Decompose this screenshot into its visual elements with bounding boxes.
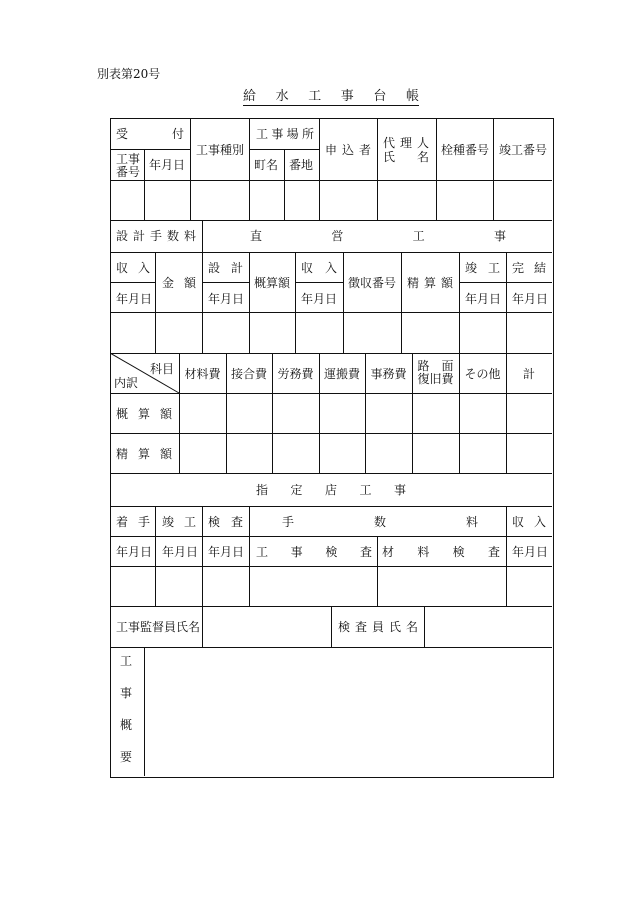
kingaku-label — [162, 276, 196, 290]
choshu-bango-label: 徴収番号 — [348, 276, 397, 290]
entry-cell[interactable] — [437, 181, 493, 220]
label-char: 査 — [487, 545, 500, 559]
koji-bango-label: 工事 番号 — [116, 152, 141, 179]
label-char: 設 — [116, 229, 129, 243]
label-char: 名 — [405, 620, 418, 634]
label-char: 概 — [116, 407, 129, 421]
label-char: 材 — [382, 545, 395, 559]
label-char: 検 — [338, 620, 351, 634]
shimei-label — [383, 150, 429, 164]
label-char: 氏 — [383, 150, 396, 164]
title-char: 台 — [373, 89, 387, 104]
cost-column-header: 事務費 — [370, 367, 407, 381]
title-char: 水 — [275, 89, 289, 104]
koji-shubetsu-label: 工事種別 — [196, 143, 245, 157]
nengappi-label: 年月日 — [208, 545, 245, 559]
seisan-gaku-row-label — [116, 447, 172, 461]
label-char: 計 — [230, 261, 243, 275]
label-char: 店 — [324, 483, 337, 497]
rule — [110, 282, 155, 283]
label-char: 額 — [159, 407, 172, 421]
seisan-gaku-label — [407, 276, 453, 290]
label-char: 査 — [354, 620, 367, 634]
kensa-label — [208, 515, 243, 529]
label-char: 額 — [440, 276, 453, 290]
shunyu-label — [116, 261, 150, 275]
koji-basho-label — [256, 127, 314, 141]
label-char: 収 — [301, 261, 314, 275]
label-char: 工 — [256, 127, 269, 141]
entry-cell[interactable] — [250, 567, 377, 606]
label-char: 算 — [137, 407, 150, 421]
label-char: 受 — [116, 127, 129, 141]
entry-cell[interactable] — [494, 181, 552, 220]
title-char: 帳 — [405, 89, 419, 104]
label-char: 場 — [286, 127, 299, 141]
chomei-label: 町名 — [254, 158, 279, 172]
label-char: 名 — [416, 150, 429, 164]
label-char: 直 — [250, 229, 263, 243]
label-char: 料 — [417, 545, 430, 559]
kantokuin-label: 工事監督員氏名 — [116, 620, 201, 634]
nengappi-label: 年月日 — [512, 545, 549, 559]
rule — [110, 473, 552, 474]
shitei-ten-koji-label — [256, 483, 406, 497]
label-char: 額 — [159, 447, 172, 461]
label-char: 工 — [256, 545, 269, 559]
rule — [110, 433, 552, 434]
label-char: 工 — [412, 229, 425, 243]
label-char: 事 — [271, 127, 284, 141]
label-char: 入 — [324, 261, 337, 275]
label-char: 者 — [358, 143, 371, 157]
koji-gaiyo-entry[interactable] — [145, 648, 552, 776]
sekkei-tesuryo-label — [116, 229, 196, 243]
rule — [295, 282, 343, 283]
label-char: 検 — [208, 515, 221, 529]
label-char: 所 — [301, 127, 314, 141]
form-number: 別表第20号 — [97, 67, 161, 81]
entry-cell[interactable] — [285, 181, 319, 220]
rule — [110, 536, 552, 537]
label-char: 代 — [383, 136, 396, 150]
cost-column-header: 接合費 — [230, 367, 267, 381]
title-char: 工 — [308, 89, 322, 104]
shunko-bango-label: 竣工番号 — [499, 143, 548, 157]
dairinin-label — [383, 136, 429, 150]
label-char: 員 — [371, 620, 384, 634]
label-char: 要 — [119, 750, 132, 764]
label-char: 結 — [533, 261, 546, 275]
nengappi-label: 年月日 — [465, 292, 502, 306]
label-char: 工 — [487, 261, 500, 275]
shunko-label — [465, 261, 500, 275]
label-char: 込 — [341, 143, 354, 157]
gaisan-gaku-row-label — [116, 407, 172, 421]
entry-cell[interactable] — [156, 313, 202, 353]
entry-cell[interactable] — [378, 567, 506, 606]
label-char: 人 — [416, 136, 429, 150]
entry-cell[interactable] — [203, 567, 249, 606]
chakushu-label — [116, 515, 150, 529]
uketsuke-label — [116, 127, 184, 141]
cost-column-header: その他 — [464, 367, 501, 381]
label-char: 収 — [116, 261, 129, 275]
label-char: 概 — [119, 718, 132, 732]
rule — [202, 282, 249, 283]
entry-cell[interactable] — [296, 313, 343, 353]
cost-column-header: 運搬費 — [323, 367, 360, 381]
entry-cell[interactable] — [507, 567, 552, 606]
label-char: 事 — [393, 483, 406, 497]
label-char: 営 — [331, 229, 344, 243]
label-char: 数 — [166, 229, 179, 243]
form-title — [243, 89, 419, 106]
label-char: 入 — [137, 261, 150, 275]
entry-cell[interactable] — [344, 313, 401, 353]
chokuei-koji-label — [250, 229, 506, 243]
tesuryo-label — [282, 515, 478, 529]
entry-cell[interactable] — [320, 181, 377, 220]
nengappi-label: 年月日 — [162, 545, 199, 559]
shunyu-label — [512, 515, 546, 529]
cost-column-header: 路 面 復旧費 — [417, 359, 454, 386]
cost-column-header: 材料費 — [184, 367, 221, 381]
label-char: 竣 — [162, 515, 175, 529]
nengappi-label: 年月日 — [208, 292, 245, 306]
koji-gaiyo-label — [119, 654, 133, 782]
uchiwake-label: 内訳 — [114, 376, 139, 390]
entry-cell[interactable] — [402, 313, 459, 353]
label-char: 検 — [325, 545, 338, 559]
entry-cell[interactable] — [378, 181, 436, 220]
title-char: 事 — [340, 89, 354, 104]
label-char: 設 — [208, 261, 221, 275]
entry-cell[interactable] — [460, 313, 506, 353]
label-char: 額 — [183, 276, 196, 290]
rule — [110, 252, 552, 253]
entry-cell[interactable] — [156, 567, 202, 606]
koji-kensa-label — [256, 545, 372, 559]
label-char: 手 — [149, 229, 162, 243]
entry-cell[interactable] — [111, 567, 155, 606]
entry-cell[interactable] — [250, 313, 295, 353]
label-char: 事 — [290, 545, 303, 559]
cost-column-header: 計 — [522, 367, 535, 381]
label-char: 申 — [325, 143, 338, 157]
zairyo-kensa-label — [382, 545, 500, 559]
label-char: 精 — [116, 447, 129, 461]
banchi-label: 番地 — [289, 158, 314, 172]
label-char: 料 — [465, 515, 478, 529]
label-char: 竣 — [465, 261, 478, 275]
title-char: 給 — [243, 89, 257, 104]
cost-column-header: 労務費 — [277, 367, 314, 381]
label-char: 手 — [137, 515, 150, 529]
rule — [110, 220, 552, 221]
label-char: 事 — [119, 686, 132, 700]
label-char: 査 — [230, 515, 243, 529]
rule — [110, 149, 190, 150]
label-char: 付 — [171, 127, 184, 141]
nengappi-label: 年月日 — [301, 292, 338, 306]
label-char: 定 — [290, 483, 303, 497]
label-char: 理 — [399, 136, 412, 150]
label-char: 指 — [256, 483, 269, 497]
sekkei-label — [208, 261, 243, 275]
entry-cell[interactable] — [111, 313, 155, 353]
shunko-label — [162, 515, 196, 529]
gaisangaku-label: 概算額 — [254, 276, 291, 290]
label-char: 完 — [512, 261, 525, 275]
entry-cell[interactable] — [250, 181, 284, 220]
rule — [110, 506, 552, 507]
label-char: 精 — [407, 276, 420, 290]
label-char: 工 — [183, 515, 196, 529]
entry-cell[interactable] — [203, 313, 249, 353]
label-char: 算 — [423, 276, 436, 290]
nengappi-label: 年月日 — [149, 158, 186, 172]
kamoku-label: 科目 — [150, 362, 175, 376]
label-char: 料 — [183, 229, 196, 243]
nengappi-label: 年月日 — [116, 292, 153, 306]
shunyu-label — [301, 261, 337, 275]
label-char: 数 — [373, 515, 386, 529]
label-char: 手 — [282, 515, 295, 529]
kensain-entry[interactable] — [425, 607, 552, 647]
label-char: 計 — [132, 229, 145, 243]
entry-cell[interactable] — [111, 181, 144, 220]
kensain-label — [338, 620, 418, 634]
label-char: 入 — [533, 515, 546, 529]
label-char: 着 — [116, 515, 129, 529]
moshikomisha-label — [325, 143, 371, 157]
nengappi-label: 年月日 — [116, 545, 153, 559]
label-char: 金 — [162, 276, 175, 290]
nengappi-label: 年月日 — [512, 292, 549, 306]
label-char: 工 — [119, 654, 132, 668]
label-char: 査 — [359, 545, 372, 559]
label-char: 工 — [359, 483, 372, 497]
label-char: 事 — [493, 229, 506, 243]
kantokuin-entry[interactable] — [203, 607, 331, 647]
entry-cell[interactable] — [507, 313, 552, 353]
label-char: 収 — [512, 515, 525, 529]
sensho-bango-label: 栓種番号 — [441, 143, 490, 157]
rule — [331, 606, 332, 647]
kanketsu-label — [512, 261, 546, 275]
entry-cell[interactable] — [145, 181, 190, 220]
entry-cell[interactable] — [191, 181, 249, 220]
label-char: 算 — [137, 447, 150, 461]
label-char: 検 — [452, 545, 465, 559]
label-char: 氏 — [388, 620, 401, 634]
